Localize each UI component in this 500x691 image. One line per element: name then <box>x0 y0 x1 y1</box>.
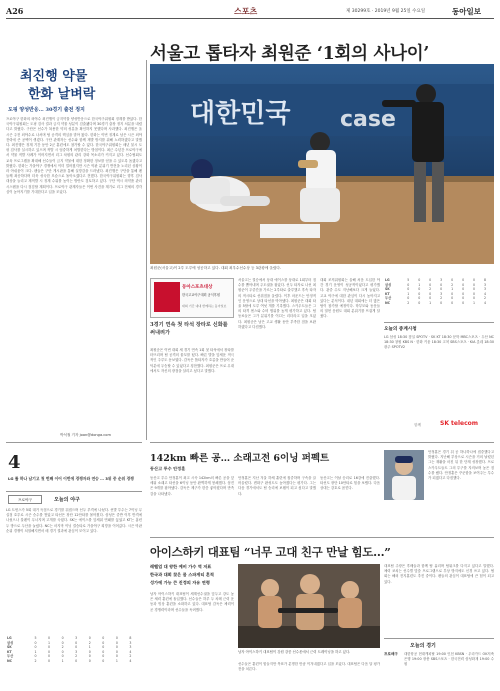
stats-cell: 0 <box>451 278 454 282</box>
ad-badge <box>154 282 180 312</box>
pitcher-photo-svg <box>384 450 424 500</box>
left-score-cell: NC <box>7 658 13 663</box>
left-score-cell: 0 <box>61 636 64 640</box>
stats-cell: 0 <box>451 296 454 300</box>
stats-cell: 2 <box>451 282 454 287</box>
stats-cell: 0 <box>440 287 443 291</box>
left-score-cell: 0 <box>88 658 91 663</box>
stats-cell: 1 <box>418 282 421 287</box>
stats-cell: 0 <box>473 287 476 291</box>
stats-cell: 0 <box>418 287 421 291</box>
left-score-cell: 2 <box>129 654 132 658</box>
stats-cell: 0 <box>429 291 432 296</box>
stats-cell: KT <box>385 291 390 296</box>
article-142-col-1: 동산고 투수 안정훈이 최고 시속 142km의 빠른 공을 앞세워 소래고 타선을 6이닝 동안 완벽하게 봉쇄했다. 삼진은 9개를 잡아냈다. 감독은 제구가 한층 좋아졌다며 만족감을 나타냈다. <box>150 476 234 496</box>
left-score-cell: 0 <box>115 645 118 649</box>
left-score-cell: 4 <box>129 658 132 663</box>
bottom-sub-3: 성가에 가능 큰 진정의 자유 연령 <box>150 580 210 585</box>
stats-box <box>384 278 494 318</box>
left-score-cell: 5 <box>34 636 37 640</box>
svg-text:대한민국: 대한민국 <box>190 99 291 129</box>
left-scoreboard <box>6 636 142 676</box>
left-score-cell: 3 <box>75 649 78 654</box>
big-number: 4 <box>8 452 21 473</box>
stats-cell: 4 <box>484 300 487 305</box>
stats-cell: 0 <box>407 296 410 300</box>
left-box-text: LG 톨 하나 남기고 첫 번째 이어 이번에 경쟁자와 연승 … 3위 중 순위 경쟁 <box>8 476 134 481</box>
issue-date: 제 30299호 · 2019년 9월 25일 수요일 <box>346 9 426 14</box>
left-score-cell: 두산 <box>7 654 14 658</box>
left-score-cell: 0 <box>48 654 51 658</box>
stats-cell: 0 <box>462 287 465 291</box>
left-score-cell: 0 <box>61 649 64 654</box>
left-score-cell: 0 <box>48 658 51 663</box>
hockey-photo <box>238 564 380 648</box>
stats-cell: 0 <box>462 291 465 296</box>
bottom-article-col-3: 대표팀 주장은 후배들과 함께 땀 흘리며 팀워크를 다지고 있다고 말했다. 체력 코치는 선수별 맞춤 프로그램으로 부상 방지에도 신경 쓰고 있다. 협회는 해외 전지훈련도 추진 중이다. 팬들의 관심이 대표팀에 큰 힘이 되고 있다. <box>384 564 494 584</box>
stats-cell: 0 <box>407 287 410 291</box>
left-score-cell: 0 <box>88 636 91 640</box>
bottom-article-col-1: 남자 아이스하키 대표팀이 세계선수권을 앞두고 강도 높은 체력 훈련에 돌입했다. 선수들은 하루 두 차례 근력 운동과 빙상 훈련을 소화하고 있다. 대표팀 감독은 체력이 곧 경쟁력이라며 선수들을 독려했다. <box>150 592 234 612</box>
pitcher-photo <box>384 450 424 500</box>
left-score-cell: 8 <box>129 636 132 640</box>
stats-cell: 5 <box>407 278 410 282</box>
stats-cell: 삼성 <box>385 282 392 287</box>
left-byline: 박석철 기자 joon@donga.com <box>60 433 111 437</box>
page-number: A26 <box>6 6 24 16</box>
left-score-cell: 0 <box>115 640 118 645</box>
stats-cell: 0 <box>451 300 454 305</box>
ad-text: 한국고교야구대회 공식후원 <box>182 293 220 297</box>
stats-cell: 0 <box>473 278 476 282</box>
bottom-sub-1: 레벨업 대 왕한 예비 가수 역 저표 <box>150 564 212 569</box>
svg-text:case: case <box>340 107 396 132</box>
left-rule-2 <box>6 491 142 492</box>
stats-cell: 0 <box>418 296 421 300</box>
stats-cell: 0 <box>440 282 443 287</box>
stats-cell: 2 <box>484 296 487 300</box>
stats-cell: SK <box>385 287 390 291</box>
left-score-cell: 0 <box>75 645 78 649</box>
right-box-body: LG 삼성 18:30 잠실 SPOTV · SK KT 18:30 문학 MBC스포츠 · 두산 NC 18:30 창원 KBS N · 한화 키움 18:30 고척 SBS스포츠 · KIA 롯데 18:30 광주 SPOTV2 <box>384 335 494 350</box>
left-score-cell: 0 <box>115 654 118 658</box>
left-score-cell: 0 <box>48 645 51 649</box>
stats-cell: 0 <box>418 278 421 282</box>
bottom-article-col-2: 선수들은 훈련이 힘들지만 목표가 분명한 만큼 이겨내겠다고 입을 모았다. 대표팀은 다음 달 평가전을 치른다. <box>238 662 380 672</box>
left-score-cell: 0 <box>102 640 105 645</box>
left-score-cell: 0 <box>75 658 78 663</box>
stats-cell: 0 <box>440 300 443 305</box>
stats-cell: 3 <box>484 287 487 291</box>
mid-col-heading: 3경기 연속 첫 타석 장타로 신화를 써내려가 <box>150 322 228 336</box>
main-photo-caption: 최원준(서울고)이 2루 도루에 성공하고 있다. 대회 최우수선수상 등 3관왕에 올랐다. <box>150 266 282 270</box>
left-score-cell: 1 <box>48 640 51 645</box>
left-score-cell: 0 <box>102 654 105 658</box>
left-score-cell: 3 <box>129 645 132 649</box>
stats-cell: 0 <box>462 300 465 305</box>
stats-cell: 2 <box>407 300 410 305</box>
main-headline: 서울고 톱타자 최원준 ‘1회의 사나이’ <box>150 44 430 64</box>
left-score-cell: 삼성 <box>7 640 14 645</box>
stats-cell: 1 <box>451 287 454 291</box>
left-rule-1 <box>6 442 142 443</box>
today-baseball-body: LG 트윈스가 5회 대거 득점으로 경기를 뒤집으며 선두 추격에 나섰다. 선발 투수는 7이닝 무실점 호투로 시즌 승수를 쌓았고 타선은 장단 12안타를 몰아쳤다. 삼성은 중반 이후 반격에 나섰으나 불펜이 무너지며 고개를 숙였다. SK는 에이스를 앞세워 연패를 끊었고 KT는 홈런 두 방으로 두산을 눌렀다. NC는 마지막 이닝 결승타로 가을야구 희망을 이어갔다. 시즌 막판 순위 경쟁이 치열해지면서 매 경기 결과에 관심이 모이고 있다. <box>6 508 142 533</box>
stats-cell: 2 <box>440 296 443 300</box>
stats-cell: LG <box>385 278 390 282</box>
left-score-cell: 0 <box>61 640 64 645</box>
stats-cell: 0 <box>418 300 421 305</box>
left-score-cell: SK <box>7 645 12 649</box>
today-match-tag: 프로배구 <box>384 652 398 656</box>
left-article-body: 프로야구 한화의 외야수 최진행이 금지약물 양성반응으로 한국야구위원회 징계를 받았다. 한국야구위원회는 도핑 검사 결과 금지 약물 성분이 검출됐다며 30경기 출장 정지 처분을 내렸다고 밝혔다. 구단은 선수가 복용한 약의 성분을 확인하지 못했다며 사과했다. 최진행은 올 시즌 주전 외야수로 나서며 팀 공격의 핵심을 맡아 왔다. 한화는 이번 징계로 남은 시즌 외야 전력에 큰 공백이 생겼다. 구단 관계자는 선수와 함께 재발 방지를 위해 노력하겠다고 말했다. 최진행은 징계 기간 동안 2군 훈련에도 참가할 수 없다. 한국야구위원회는 매년 불시 도핑 검사를 실시하고 있으며 적발 시 엄중하게 처벌한다는 방침이다. 최근 수년간 프로야구에서 약물 적발 사례가 이어지면서 리그 차원의 관리 강화 목소리가 커지고 있다. 선수협회도 교육 프로그램을 확대해 선수들이 금지 약물에 대한 정확한 정보를 얻을 수 있도록 돕겠다고 밝혔다. 한화는 가을야구 경쟁에서 이미 멀어졌지만 시즌 막판 분위기 반전을 노리던 상황이라 아쉬움이 크다. 팬들은 구단 게시판을 통해 실망감을 드러냈다. 최진행은 구단을 통해 팬들께 죄송하다며 더욱 성숙한 모습으로 돌아오겠다고 전했다. 한국야구위원회는 향후 검사 대상을 늘리고 재적발 시 징계 수위를 높이는 방안도 검토하고 있다. 구단 역시 의약품 관리 시스템을 다시 점검할 계획이다. 프로야구 관계자들은 이번 사건을 계기로 리그 전체의 경각심이 높아지기를 기대한다고 입을 모았다. <box>6 117 142 194</box>
stats-cell: 0 <box>473 296 476 300</box>
left-score-cell: 0 <box>102 658 105 663</box>
left-score-cell: 0 <box>102 645 105 649</box>
stats-cell: 0 <box>462 296 465 300</box>
stats-cell: 0 <box>418 291 421 296</box>
paper-name: 동아일보 <box>452 7 481 16</box>
left-score-cell: 1 <box>61 658 64 663</box>
stats-cell: 1 <box>407 291 410 296</box>
left-score-cell: 2 <box>34 658 37 663</box>
ad-block <box>150 278 234 318</box>
stats-cell: 0 <box>473 282 476 287</box>
left-subhead: 도핑 양성반응… 30경기 출전 정지 <box>8 107 85 113</box>
ad-sub: 대회 기간 내내 함께하는 동아일보 <box>182 304 227 308</box>
article-142-col-3: 동산고는 이날 승리로 16강에 진출했다. 타선도 장단 10안타로 힘을 보탰다. 다음 상대는 강호로 꼽힌다. <box>320 476 380 491</box>
right-bottom-rule <box>384 638 494 639</box>
left-score-cell: 1 <box>115 658 118 663</box>
stats-cell: 3 <box>484 282 487 287</box>
stats-cell: 3 <box>440 291 443 296</box>
left-score-cell: 0 <box>115 636 118 640</box>
left-score-cell: LG <box>7 636 12 640</box>
stats-cell: 두산 <box>385 296 392 300</box>
stats-cell: 0 <box>429 296 432 300</box>
main-photo <box>150 64 494 264</box>
stats-cell: 1 <box>429 300 432 305</box>
left-score-cell: 2 <box>88 640 91 645</box>
left-score-cell: 3 <box>75 636 78 640</box>
left-score-cell: 3 <box>129 640 132 645</box>
right-box <box>384 322 494 440</box>
stats-cell: 4 <box>484 291 487 296</box>
stats-cell: 2 <box>429 287 432 291</box>
left-score-cell: 0 <box>61 654 64 658</box>
left-score-cell: 0 <box>48 649 51 654</box>
stats-cell: 0 <box>429 278 432 282</box>
stats-cell: 1 <box>473 300 476 305</box>
today-baseball-title: 오늘의 야구 <box>54 497 80 503</box>
page-header <box>6 4 494 18</box>
stats-cell: 0 <box>462 278 465 282</box>
section-name: 스포츠 <box>234 6 258 16</box>
mid-article-col-3: 대회 조직위원회는 올해 처음 도입한 야간 경기 운영이 성공적이었다고 평가했다. 관중 수도 지난해보다 크게 늘었다. 고교 야구에 대한 관심이 다시 높아지고 있다는 분석이다. 내년 대회에는 더 많은 팀이 참가할 예정이다. 학부모와 동문들의 열띤 응원도 대회 분위기를 뜨겁게 달궜다. <box>320 278 380 319</box>
left-score-cell: 0 <box>115 649 118 654</box>
main-photo-svg <box>150 64 494 264</box>
left-score-cell: 0 <box>34 645 37 649</box>
mid-article-col-1: 최원준은 이번 대회 세 경기 연속 1회 첫 타석에서 장타를 터뜨리며 팀 공격의 물꼬를 텄다. 빠른 발을 앞세운 적극적인 주루도 돋보였다. 감독은 톱타자가 흐름을 만들어 준 덕분에 우승할 수 있었다고 칭찬했다. 최원준은 프로 무대에서도 자신의 장점을 살리고 싶다고 말했다. <box>150 348 234 373</box>
left-score-cell: 0 <box>102 649 105 654</box>
bottom-headline: 아이스하키 대표팀 “너무 고대 친구 만날 힘도…” <box>150 545 391 559</box>
article-142-headline: 142km 빠른 공… 소래고전 6이닝 퍼펙트 <box>150 453 330 464</box>
left-headline-2: 한화 날벼락 <box>28 87 96 102</box>
header-rule <box>6 18 494 19</box>
hockey-photo-svg <box>238 564 380 648</box>
stats-row <box>384 301 494 306</box>
left-score-cell: 0 <box>88 654 91 658</box>
mid-article-col-2: 서울고는 결승에서 상대 에이스를 상대로 1회부터 점수를 뽑아내며 주도권을 잡았다. 선두 타자로 나선 최원준이 우중간을 가르는 2루타로 출루했고 후속 타자의 적시타로 선취점을 올렸다. 이후 마운드는 안정적인 운영으로 상대 타선을 막아냈다. 최원준은 대회 타율 5할에 도루 여섯 개를 기록했다. 스카우트들은 그의 타격 센스와 수비 범위를 높게 평가하고 있다. 팀 동료들은 그가 분위기를 이끄는 리더라고 입을 모았다. 최원준은 남은 고교 생활 동안 부족한 점을 보완하겠다고 다짐했다. <box>238 278 316 329</box>
article-142-sub: 동산고 투수 안정훈 <box>150 466 186 471</box>
hockey-photo-caption: 남자 아이스하키 대표팀이 강원 강릉 선수촌에서 근력 트레이닝을 하고 있다. <box>238 650 351 654</box>
stats-cell: 3 <box>440 278 443 282</box>
today-tag-box: 프로야구 <box>8 495 42 504</box>
left-headline-1: 최진행 약물 <box>20 69 88 84</box>
ad-brand: 동아스포츠대상 <box>182 285 213 290</box>
left-score-cell: 2 <box>61 645 64 649</box>
left-score-cell: 0 <box>34 654 37 658</box>
left-score-cell: 0 <box>102 636 105 640</box>
today-match-title: 오늘의 경기 <box>410 643 436 649</box>
bottom-sub-2: 한국과 대회 찾은 몸 스파게티 흔적 <box>150 572 214 577</box>
mid-rule <box>150 442 494 443</box>
stats-cell: 0 <box>473 291 476 296</box>
left-score-cell: 0 <box>34 640 37 645</box>
left-score-cell: 0 <box>48 636 51 640</box>
left-score-cell: 0 <box>75 640 78 645</box>
today-match-body: 대한항공 현대캐피탈 19:00 인천 KBSN · 우리카드 OK저축은행 19:00 장충 SBS스포츠 · 한국전력 삼성화재 19:00 수원 <box>404 652 494 667</box>
sponsor-sub: 함께 <box>414 423 421 427</box>
left-score-cell: 1 <box>34 649 37 654</box>
sponsor-logo: SK telecom <box>440 420 479 427</box>
stats-cell: 0 <box>429 282 432 287</box>
left-score-cell: 0 <box>88 649 91 654</box>
stats-cell: 8 <box>484 278 487 282</box>
left-score-cell: 2 <box>75 654 78 658</box>
article-142-col-4: 안정훈은 경기 뒤 공 하나하나에 집중했다고 밝혔다. 지난해 부상으로 시즌을 거의 날렸던 그는 재활을 마친 뒤 한 단계 성장했다. 프로 스카우트들도 그의 투구를 지켜보며 높은 점수를 줬다. 안정훈은 꾸준함을 보여주는 투수가 되겠다고 다짐했다. <box>428 450 494 481</box>
bottom-rule <box>150 537 494 538</box>
left-score-row <box>6 659 142 664</box>
stats-cell: 0 <box>407 282 410 287</box>
stats-cell: 0 <box>451 291 454 296</box>
stats-cell: 0 <box>462 282 465 287</box>
stats-cell: NC <box>385 300 391 305</box>
right-box-title: 오늘의 중계시청 <box>384 327 417 332</box>
left-score-cell: 4 <box>129 649 132 654</box>
left-score-cell: 1 <box>88 645 91 649</box>
article-142-col-2: 안정훈은 지난 겨울 하체 훈련에 집중하며 구속을 끌어올렸다. 변화구 완성도도 높아졌다는 평가다. 그는 다음 경기에서도 팀 승리에 보탬이 되고 싶다고 말했다. <box>238 476 316 496</box>
left-score-cell: KT <box>7 649 12 654</box>
column-separator-left <box>146 60 147 440</box>
